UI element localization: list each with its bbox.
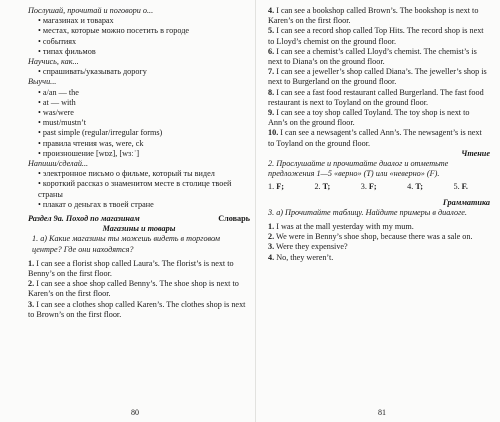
answer-item: 6. I can see a chemist’s called Lloyd’s chemist. The chemist’s is next to Diana’s on the ground floor. (268, 46, 477, 67)
example-item: 2. We were in Benny’s shoe shop, because there was a sale on. (268, 232, 473, 242)
grammar-label: Грамматика (442, 197, 490, 207)
list-item: • was/were (38, 108, 250, 118)
page-number-right: 81 (378, 407, 386, 417)
list-item: • at — with (38, 98, 250, 108)
reading-label: Чтение (461, 148, 490, 158)
tf-answer: 3. F; (360, 182, 377, 192)
list-item: • спрашивать/указывать дорогу (38, 67, 250, 77)
answer-item: 3. I can see a clothes shop called Karen’s. The clothes shop is next to Brown’s on the first floor. (28, 299, 246, 319)
list-item: • правила чтения was, were, ck (38, 139, 250, 149)
listen-heading: Послушай, прочитай и поговори о... (28, 6, 154, 15)
vocab-subtitle: Магазины и товары (102, 224, 176, 234)
tf-answer: 5. F. (453, 182, 468, 192)
example-item: 1. I was at the mall yesterday with my mum. (268, 222, 414, 232)
tf-answers (268, 182, 468, 192)
list-item: • электронное письмо о фильме, который ты видел (38, 169, 250, 179)
vocab-label: Словарь (218, 214, 250, 224)
answer-item: 7. I can see a jeweller’s shop called Diana’s. The jeweller’s shop is next to Burgerland on the ground floor. (268, 67, 487, 87)
list-item: • типах фильмов (38, 47, 250, 57)
list-item: • must/mustn’t (38, 118, 250, 128)
answer-item: 2. I can see a shoe shop called Benny’s. The shoe shop is next to Karen’s on the first floor. (28, 279, 239, 299)
write-heading: Напиши/сделай... (28, 159, 89, 169)
page-gutter (255, 0, 256, 422)
learn-heading: Научись, как... (28, 57, 79, 67)
list-item: • местах, которые можно посетить в городе (38, 26, 250, 36)
task-1: 1. а) Какие магазины ты можешь видеть в торговом центре? Где они находятся? (32, 234, 220, 254)
study-list (28, 88, 250, 159)
write-list (28, 169, 250, 210)
page-number-left: 80 (131, 407, 139, 417)
study-heading: Выучи... (28, 77, 57, 87)
task-3: 3. а) Прочитайте таблицу. Найдите примеры в диалоге. (268, 207, 467, 217)
list-item: • a/an — the (38, 88, 250, 98)
task-2: 2. Прослушайте и прочитайте диалог и отметьте предложения 1—5 «верно» (T) или «неверно» (F). (268, 159, 449, 179)
list-item: • past simple (regular/irregular forms) (38, 128, 250, 138)
answer-item: 8. I can see a fast food restaurant called Burgerland. The fast food restaurant is next to Toyland on the ground floor. (268, 87, 484, 107)
list-item: • произношение [wɒz], [wɜːˈ] (38, 149, 250, 159)
example-item: 3. Were they expensive? (268, 242, 348, 252)
tf-answer: 4. T; (407, 182, 423, 192)
answer-item: 10. I can see a newsagent’s called Ann’s. The newsagent’s is next to Toyland on the ground floor. (268, 128, 482, 148)
list-item: • магазинах и товарах (38, 16, 250, 26)
section-title: Раздел 9а. Поход по магазинам (28, 214, 140, 224)
example-item: 4. No, they weren’t. (268, 252, 334, 262)
answer-item: 5. I can see a record shop called Top Hits. The record shop is next to Lloyd’s chemist on the ground floor. (268, 26, 484, 46)
answer-item: 9. I can see a toy shop called Toyland. The toy shop is next to Ann’s on the ground floor. (268, 108, 470, 128)
answer-item: 4. I can see a bookshop called Brown’s. The bookshop is next to Karen’s on the first floor. (268, 6, 479, 26)
list-item: • короткий рассказ о знаменитом месте в столице твоей страны (38, 179, 250, 199)
tf-answer: 2. T; (314, 182, 331, 192)
section-header (28, 214, 250, 224)
list-item: • плакат о деньгах в твоей стране (38, 200, 250, 210)
answer-item: 1. I can see a florist shop called Laura’s. The florist’s is next to Benny’s on the first floor. (28, 258, 234, 279)
right-page (268, 6, 490, 263)
left-page (28, 6, 250, 320)
learn-list (28, 67, 250, 77)
listen-list (28, 16, 250, 57)
tf-answer: 1. F; (268, 182, 284, 192)
list-item: • событиях (38, 37, 250, 47)
